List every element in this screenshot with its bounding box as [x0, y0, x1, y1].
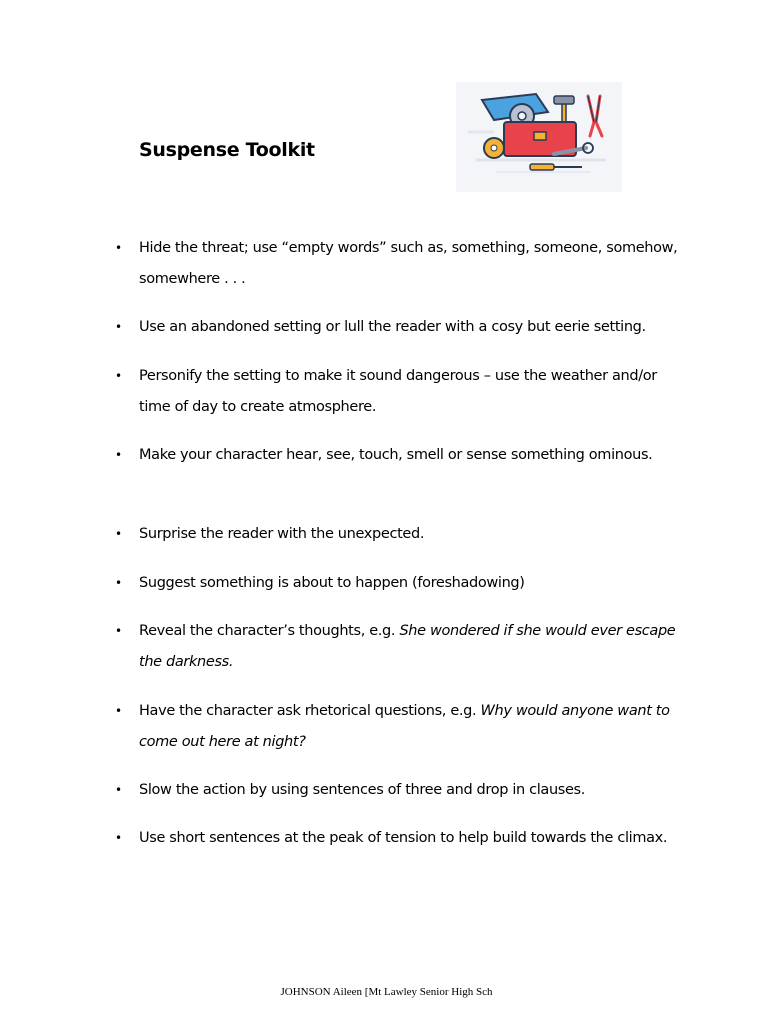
list-item — [115, 823, 679, 854]
bullet-icon: • — [115, 448, 122, 462]
list-item-text: Suggest something is about to happen (foreshadowing) — [139, 575, 525, 591]
list-item — [115, 616, 679, 678]
list-item-text: Personify the setting to make it sound dangerous – use the weather and/or time of day to create atmosphere. — [139, 368, 657, 415]
list-item-text: Use short sentences at the peak of tension to help build towards the climax. — [139, 830, 668, 846]
list-item — [115, 568, 679, 599]
bullet-icon: • — [115, 241, 122, 255]
bullet-icon: • — [115, 831, 122, 845]
list-item-example: Why would anyone want to come out here at night? — [139, 703, 670, 750]
list-item-text: Slow the action by using sentences of three and drop in clauses. — [139, 782, 586, 798]
list-item-text: Reveal the character’s thoughts, e.g. — [139, 623, 400, 639]
bullet-icon: • — [115, 527, 122, 541]
list-item — [115, 696, 679, 758]
list-item — [115, 519, 679, 550]
list-item — [115, 361, 679, 423]
list-item — [115, 233, 679, 295]
list-item-text: Hide the threat; use “empty words” such as, something, someone, somehow, somewhere . . . — [139, 240, 678, 287]
list-item — [115, 440, 679, 471]
list-item — [115, 775, 679, 806]
bullet-icon: • — [115, 576, 122, 590]
list-item-text: Make your character hear, see, touch, smell or sense something ominous. — [139, 447, 653, 463]
list-item-text: Have the character ask rhetorical questions, e.g. — [139, 703, 481, 719]
bullet-icon: • — [115, 783, 122, 797]
bullet-icon: • — [115, 624, 122, 638]
bullet-icon: • — [115, 369, 122, 383]
page-title: Suspense Toolkit — [139, 139, 315, 161]
toolbox-illustration — [456, 82, 622, 192]
list-item-text: Surprise the reader with the unexpected. — [139, 526, 425, 542]
list-item-example: She wondered if she would ever escape the darkness. — [139, 623, 676, 670]
bullet-icon: • — [115, 320, 122, 334]
list-item — [115, 312, 679, 343]
page-footer: JOHNSON Aileen [Mt Lawley Senior High Sch — [280, 986, 493, 998]
list-item-text: Use an abandoned setting or lull the reader with a cosy but eerie setting. — [139, 319, 646, 335]
bullet-icon: • — [115, 704, 122, 718]
